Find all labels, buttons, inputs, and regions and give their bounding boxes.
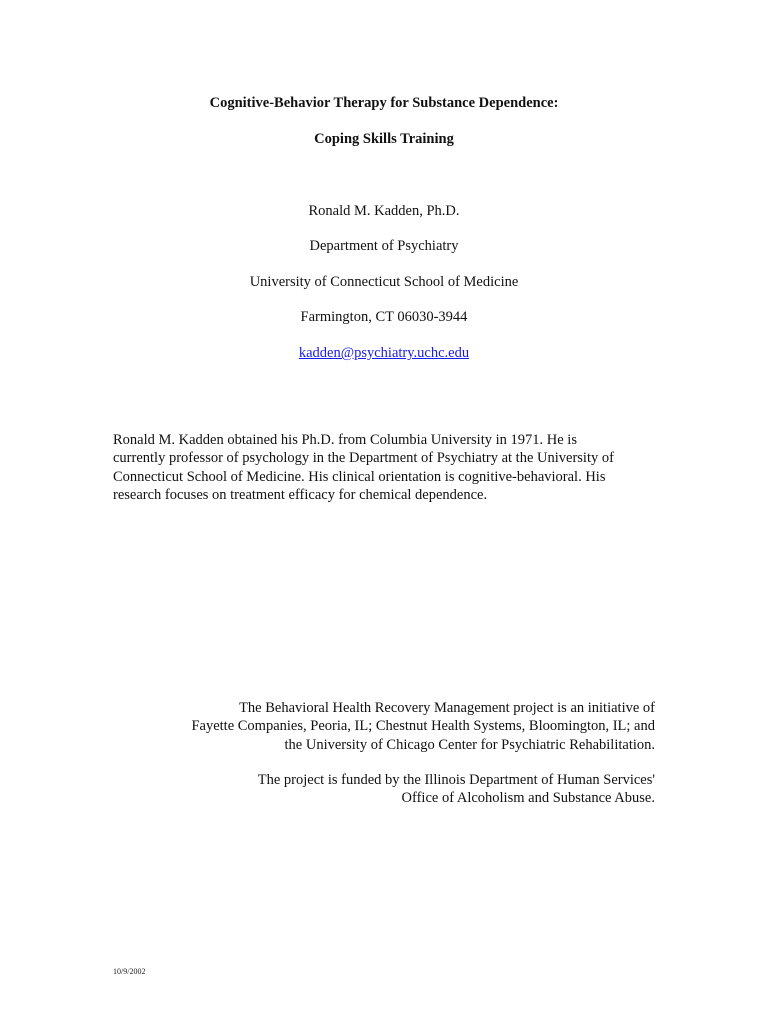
author-email-link[interactable]: kadden@psychiatry.uchc.edu — [298, 345, 470, 361]
author-location: Farmington, CT 06030-3944 — [300, 309, 468, 325]
document-subtitle: Coping Skills Training — [314, 131, 454, 147]
bio-line: currently professor of psychology in the Department of Psychiatry at the University of — [113, 450, 614, 467]
funding-statement — [258, 771, 655, 808]
funding-line: Office of Alcoholism and Substance Abuse. — [401, 790, 655, 807]
funding-line: The project is funded by the Illinois Department of Human Services' — [257, 772, 655, 788]
author-email-line — [0, 344, 768, 362]
document-title: Cognitive-Behavior Therapy for Substance Dependence: — [209, 95, 559, 111]
bio-line: research focuses on treatment efficacy for chemical dependence. — [113, 486, 488, 503]
project-line: the University of Chicago Center for Psychiatric Rehabilitation. — [284, 736, 655, 753]
author-institution: University of Connecticut School of Medicine — [249, 274, 519, 290]
project-line: The Behavioral Health Recovery Management project is an initiative of — [239, 700, 655, 716]
bio-line: Connecticut School of Medicine. His clinical orientation is cognitive-behavioral. His — [113, 468, 606, 485]
project-line: Fayette Companies, Peoria, IL; Chestnut Health Systems, Bloomington, IL; and — [191, 718, 655, 735]
author-bio-paragraph — [113, 431, 673, 504]
author-name: Ronald M. Kadden, Ph.D. — [308, 203, 460, 219]
footer-date: 10/9/2002 — [113, 967, 146, 976]
bio-line: Ronald M. Kadden obtained his Ph.D. from Columbia University in 1971. He is — [113, 432, 577, 448]
author-department: Department of Psychiatry — [309, 238, 459, 254]
project-statement — [191, 699, 655, 754]
